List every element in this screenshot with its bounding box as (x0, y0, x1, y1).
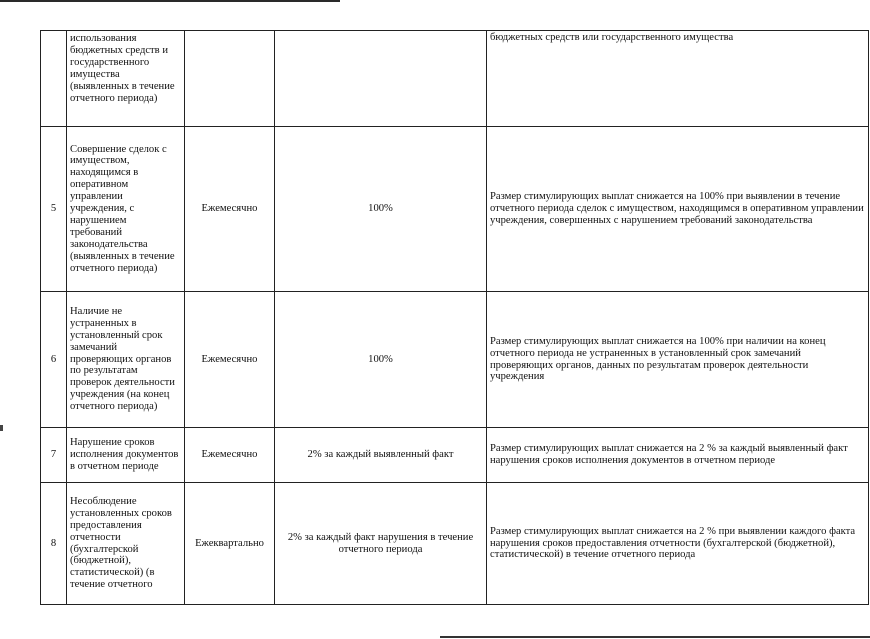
reduction-value: 100% (275, 292, 487, 428)
reduction-description: бюджетных средств или государственного имущества (487, 31, 869, 127)
criterion-name: Несоблюдение установленных сроков предоставления отчетности (бухгалтерской (бюджетной), статистической) (в течение отчетного (67, 483, 185, 605)
evaluation-period: Ежемесячно (185, 127, 275, 292)
scan-artifact-top-line (0, 0, 340, 2)
scan-artifact-bottom-line (440, 636, 870, 638)
table-row (41, 428, 869, 483)
criterion-name: использования бюджетных средств и государственного имущества (выявленных в течение отчетного периода) (67, 31, 185, 127)
table-row (41, 127, 869, 292)
scan-artifact-left-mark (0, 425, 3, 431)
table-row (41, 292, 869, 428)
row-number: 5 (41, 127, 67, 292)
row-number: 7 (41, 428, 67, 483)
reduction-description: Размер стимулирующих выплат снижается на 100% при наличии на конец отчетного периода не устраненных в установленный срок замечаний проверяющих органов, данных по результатам проверок деятельности учреждения (487, 292, 869, 428)
reduction-description: Размер стимулирующих выплат снижается на 2 % при выявлении каждого факта нарушения сроков предоставления отчетности (бухгалтерской (бюджетной), статистической) в течение отчетного периода (487, 483, 869, 605)
criterion-name: Совершение сделок с имуществом, находящимся в оперативном управлении учреждения, с нарушением требований законодательства (выявленных в течение отчетного периода) (67, 127, 185, 292)
criterion-name: Нарушение сроков исполнения документов в отчетном периоде (67, 428, 185, 483)
penalty-criteria-table (40, 30, 869, 605)
reduction-value (275, 31, 487, 127)
evaluation-period: Ежемесячно (185, 428, 275, 483)
row-number: 6 (41, 292, 67, 428)
row-number: 8 (41, 483, 67, 605)
criterion-name: Наличие не устраненных в установленный срок замечаний проверяющих органов по результатам проверок деятельности учреждения (на конец отчетного периода) (67, 292, 185, 428)
evaluation-period: Ежемесячно (185, 292, 275, 428)
reduction-description: Размер стимулирующих выплат снижается на 2 % за каждый выявленный факт нарушения сроков исполнения документов в отчетном периоде (487, 428, 869, 483)
reduction-value: 2% за каждый выявленный факт (275, 428, 487, 483)
table-row (41, 483, 869, 605)
reduction-description: Размер стимулирующих выплат снижается на 100% при выявлении в течение отчетного периода сделок с имуществом, находящимся в оперативном управлении учреждения, совершенных с нарушением требований законодательства (487, 127, 869, 292)
reduction-value: 2% за каждый факт нарушения в течение отчетного периода (275, 483, 487, 605)
evaluation-period: Ежеквартально (185, 483, 275, 605)
reduction-value: 100% (275, 127, 487, 292)
row-number (41, 31, 67, 127)
table-row (41, 31, 869, 127)
evaluation-period (185, 31, 275, 127)
